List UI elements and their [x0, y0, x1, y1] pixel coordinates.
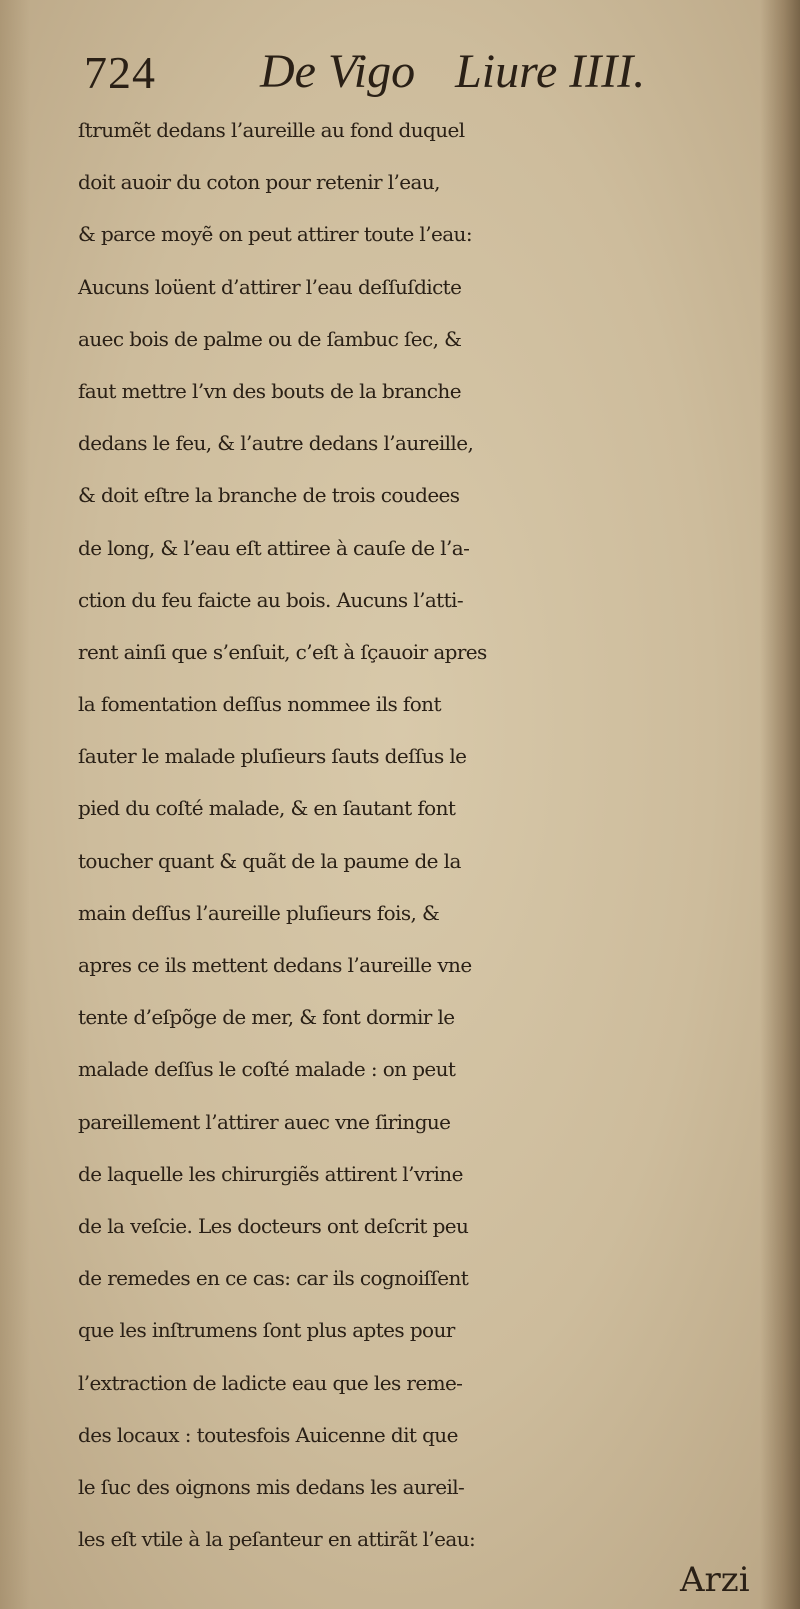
text-line: & doit eſtre la branche de trois coudees [78, 483, 460, 508]
running-title [260, 44, 645, 99]
text-line: dedans le feu, & l’autre dedans l’aureille, [78, 431, 474, 456]
text-line: de la veſcie. Les docteurs ont deſcrit peu [78, 1213, 469, 1238]
text-line: apres ce ils mettent dedans l’aureille vne [78, 953, 472, 977]
text-line: que les inſtrumens ſont plus aptes pour [78, 1318, 455, 1343]
text-line: de remedes en ce cas: car ils cognoiſſent [78, 1266, 469, 1291]
text-line: les eſt vtile à la peſanteur en attirãt l’eau: [78, 1527, 476, 1552]
text-line: main deſſus l’aureille pluſieurs fois, & [78, 900, 440, 925]
text-line: pareillement l’attirer auec vne ſiringue [78, 1109, 451, 1134]
running-title-author: De Vigo [260, 45, 416, 98]
page-gutter-shadow [0, 0, 30, 1609]
text-line: des locaux : toutesfois Auicenne dit que [78, 1422, 458, 1447]
text-line: & parce moyẽ on peut attirer toute l’eau: [78, 222, 472, 247]
text-line: la fomentation deſſus nommee ils font [78, 692, 441, 717]
catchword: Arzi [680, 1560, 750, 1600]
text-line: l’extraction de ladicte eau que les reme- [78, 1370, 463, 1395]
text-line: rent ainſi que s’enſuit, c’eſt à ſçauoir apres [78, 639, 487, 664]
running-header [80, 44, 760, 100]
text-line: Aucuns loüent d’attirer l’eau deſſuſdicte [78, 274, 462, 299]
text-line: ſtrumẽt dedans l’aureille au fond duquel [78, 118, 465, 142]
text-line: ſauter le malade pluſieurs ſauts deſſus le [78, 744, 467, 769]
text-line: pied du coſté malade, & en ſautant font [78, 796, 456, 821]
text-line: le ſuc des oignons mis dedans les aureil- [78, 1474, 465, 1499]
running-title-book: Liure IIII. [455, 45, 646, 98]
text-line: faut mettre l’vn des bouts de la branche [78, 378, 461, 403]
text-line: tente d’eſpõge de mer, & font dormir le [78, 1005, 455, 1030]
text-line: ction du feu faicte au bois. Aucuns l’atti- [78, 587, 463, 612]
text-line: de long, & l’eau eſt attiree à cauſe de l’a- [78, 535, 470, 560]
body-text [78, 104, 778, 1565]
page-number: 724 [84, 47, 156, 98]
text-line: toucher quant & quãt de la paume de la [78, 848, 461, 873]
text-line: malade deſſus le coſté malade : on peut [78, 1057, 456, 1082]
text-line: de laquelle les chirurgiẽs attirent l’vrine [78, 1161, 463, 1186]
text-line: auec bois de palme ou de ſambuc ſec, & [78, 326, 462, 351]
text-line: doit auoir du coton pour retenir l’eau, [78, 170, 440, 195]
